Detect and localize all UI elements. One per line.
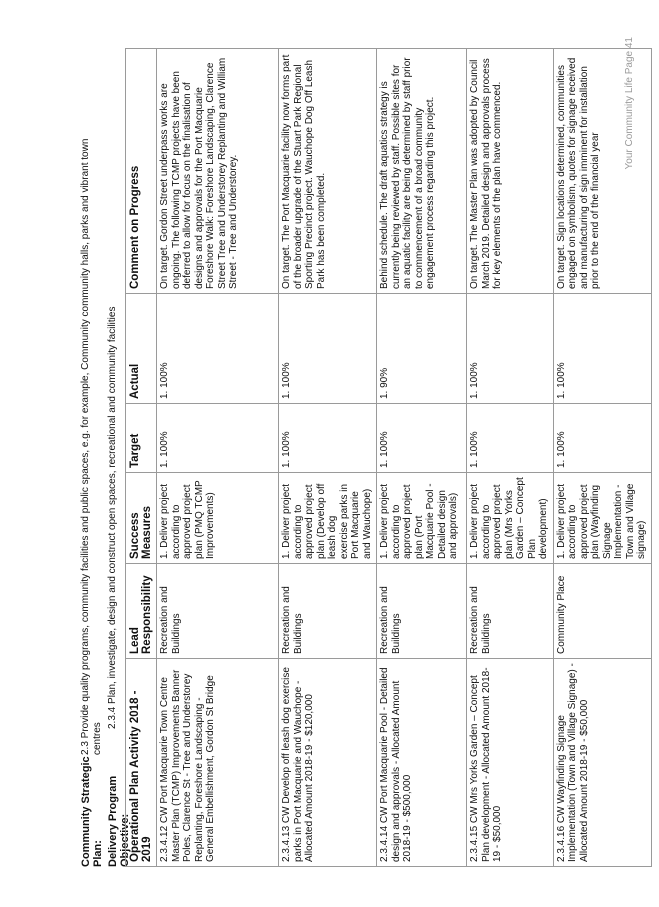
cell-lead: Community Place: [553, 564, 651, 659]
cell-activity: 2.3.4.13 CW Develop off leash dog exercise parks in Port Macquarie and Wauchope - Allocated Amount 2018-19 - $120,000: [279, 659, 377, 867]
table-row: [553, 49, 651, 867]
col-header-lead: Lead Responsibility: [126, 564, 157, 659]
col-header-measures: Success Measures: [126, 473, 157, 564]
cell-actual: 1. 100%: [279, 294, 377, 404]
col-header-target: Target: [126, 404, 157, 473]
cell-actual: 1. 90%: [377, 294, 467, 404]
cell-target: 1. 100%: [279, 404, 377, 473]
cell-actual: 1. 100%: [467, 294, 554, 404]
page-footer: Your Community Life Page 41: [624, 37, 635, 170]
cell-activity: 2.3.4.16 CW Wayfinding Signage Implementation (Town and Village Signage) - Allocated Amount 2018-19 - $50,000: [553, 659, 651, 867]
cell-target: 1. 100%: [553, 404, 651, 473]
cell-lead: Recreation and Buildings: [157, 564, 279, 659]
cell-measure: 1. Deliver project according to approved project plan (PMQ TCMP Improvements): [157, 473, 279, 564]
cell-activity: 2.3.4.12 CW Port Macquarie Town Centre Master Plan (TCMP) Improvements Banner Poles, Clarence St - Tree and Understorey Replanting, Foreshore Landscaping - General Embellishment, Gordon St Bridge: [157, 659, 279, 867]
cell-comment: Behind schedule. The draft aquatics strategy is currently being reviewed by staff. Possible sites for an aquatic facility are being determined by staff prior to commencement of a broad community engagement process regarding this project.: [377, 49, 467, 294]
strategic-plan-label: Community Strategic Plan:: [80, 756, 104, 867]
cell-target: 1. 100%: [467, 404, 554, 473]
cell-lead: Recreation and Buildings: [279, 564, 377, 659]
table-row: [279, 49, 377, 867]
strategic-plan-row: [80, 67, 104, 867]
col-header-comment: Comment on Progress: [126, 49, 157, 294]
table-row: [467, 49, 554, 867]
cell-activity: 2.3.4.14 CW Port Macquarie Pool - Detailed design and approvals - Allocated Amount 2018-19 - $500,000: [377, 659, 467, 867]
cell-measure: 1. Deliver project according to approved project plan (Develop off leash dog exercise parks in Port Macquarie and Wauchope): [279, 473, 377, 564]
cell-actual: 1. 100%: [553, 294, 651, 404]
col-header-activity: Operational Plan Activity 2018 - 2019: [126, 659, 157, 867]
table-row: [377, 49, 467, 867]
cell-measure: 1. Deliver project according to approved project plan (Mrs Yorks Garden – Concept Plan development): [467, 473, 554, 564]
activity-table: [125, 48, 652, 867]
cell-comment: On target. Gordon Street underpass works are ongoing. The following TCMP projects have been deferred to allow for focus on the finalisation of designs and approvals for the Port Macquarie Foreshore Walk: Foreshore Landscaping, Clarence Street Tree and Understorey Replanting and William Street - Tree and Understorey.: [157, 49, 279, 294]
program-objective-label: Delivery Program Objective:: [107, 775, 131, 867]
cell-comment: On target. The Port Macquarie facility now forms part of the broader upgrade of the Stuart Park Regional Sporting Precinct project. Wauchope Dog Off Leash Park has been completed.: [279, 49, 377, 294]
cell-lead: Recreation and Buildings: [467, 564, 554, 659]
cell-actual: 1. 100%: [157, 294, 279, 404]
cell-lead: Recreation and Buildings: [377, 564, 467, 659]
col-header-actual: Actual: [126, 294, 157, 404]
strategic-plan-text: 2.3 Provide quality programs, community facilities and public spaces, e.g. for example, Community community halls, parks and vibrant town centres: [80, 138, 103, 755]
cell-measure: 1. Deliver project according to approved project plan (Port Macquarie Pool - Detailed design and approvals): [377, 473, 467, 564]
table-row: [157, 49, 279, 867]
cell-measure: 1. Deliver project according to approved project plan (Wayfinding Signage Implementation - Town and Village signage): [553, 473, 651, 564]
cell-activity: 2.3.4.15 CW Mrs Yorks Garden – Concept Plan development - Allocated Amount 2018-19 - $50,000: [467, 659, 554, 867]
cell-target: 1. 100%: [377, 404, 467, 473]
program-objective-text: 2.3.4 Plan, investigate, design and construct open spaces, recreational and community facilities: [107, 306, 118, 729]
cell-comment: On target. Sign locations determined, communities engaged on symbolism, quotes for signage received and manufacturing of sign imminent for installation prior to the end of the financial year: [553, 49, 651, 294]
cell-target: 1. 100%: [157, 404, 279, 473]
table-header-row: [126, 49, 157, 867]
cell-comment: On target. The Master Plan was adopted by Council March 2019. Detailed design and approvals process for key elements of the plan have commenced.: [467, 49, 554, 294]
